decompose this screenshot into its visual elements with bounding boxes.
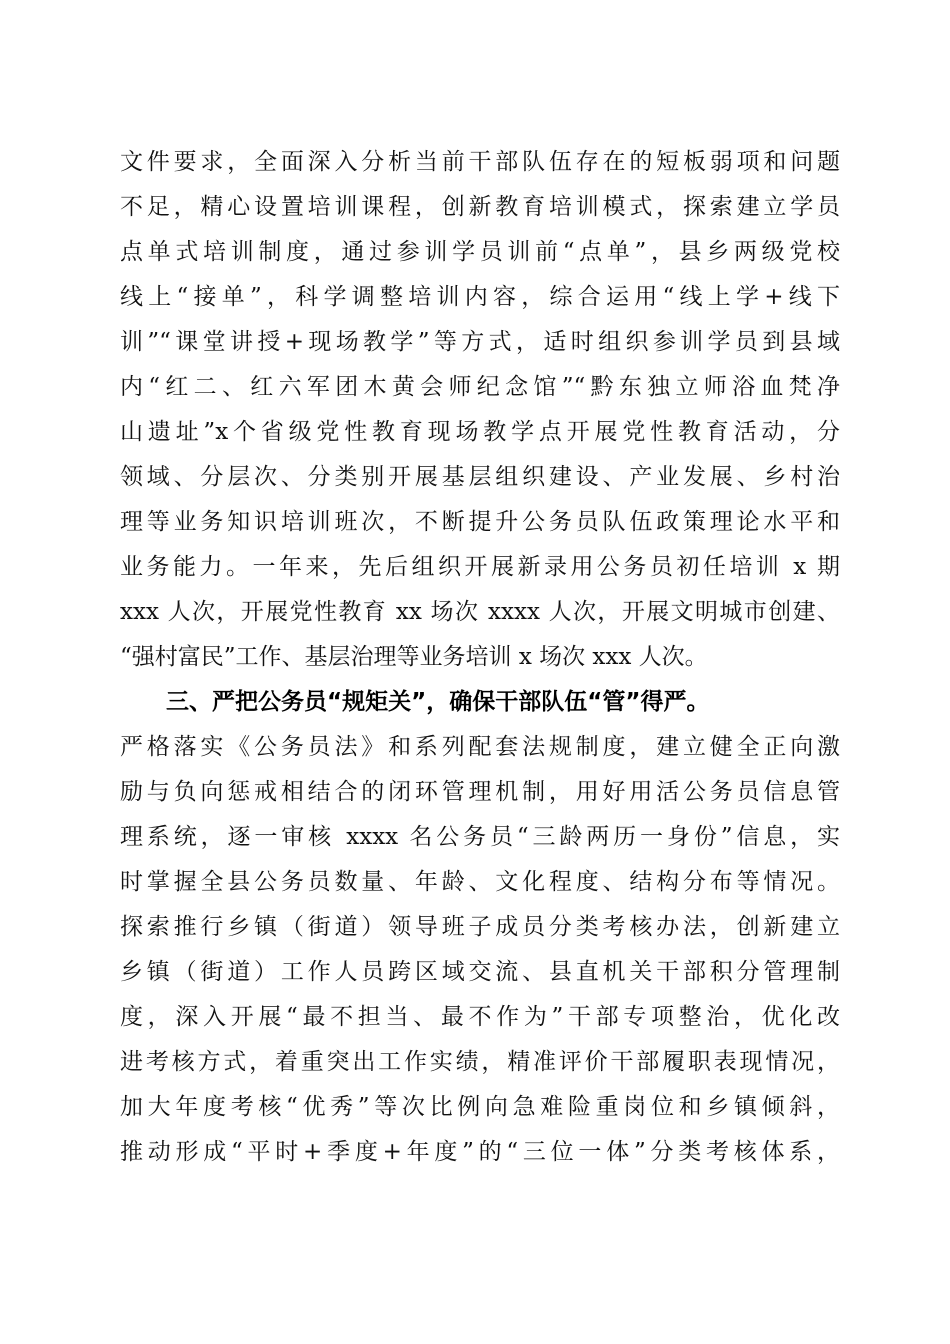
paragraph-1-line: 点单式培训制度，通过参训学员训前“点单”，县乡两级党校 [120,239,840,265]
paragraph-2-line: 探索推行乡镇（街道）领导班子成员分类考核办法，创新建立 [120,914,840,940]
paragraph-1-line: 不足，精心设置培训课程，创新教育培训模式，探索建立学员 [120,194,840,220]
paragraph-2-line: 推动形成“平时+季度+年度”的“三位一体”分类考核体系， [120,1139,840,1165]
paragraph-1-line: 理等业务知识培训班次，不断提升公务员队伍政策理论水平和 [120,509,840,535]
paragraph-1-line: 山遗址”x个省级党性教育现场教学点开展党性教育活动，分 [120,419,840,445]
paragraph-1-line: 内“红二、红六军团木黄会师纪念馆”“黔东独立师浴血梵净 [120,374,840,400]
paragraph-2-line: 理系统，逐一审核 xxxx 名公务员“三龄两历一身份”信息，实 [120,824,840,850]
paragraph-1-line: 文件要求，全面深入分析当前干部队伍存在的短板弱项和问题 [120,149,840,175]
paragraph-2-line: 乡镇（街道）工作人员跨区域交流、县直机关干部积分管理制 [120,959,840,985]
paragraph-1-line: 领域、分层次、分类别开展基层组织建设、产业发展、乡村治 [120,464,840,490]
paragraph-2-line: 加大年度考核“优秀”等次比例向急难险重岗位和乡镇倾斜， [120,1094,840,1120]
document-body [120,140,840,1175]
paragraph-1-line: “强村富民”工作、基层治理等业务培训 x 场次 xxx 人次。 [120,644,708,670]
paragraph-1-line: 训”“课堂讲授+现场教学”等方式，适时组织参训学员到县域 [120,329,840,355]
paragraph-2-line: 进考核方式，着重突出工作实绩，精准评价干部履职表现情况， [120,1049,840,1075]
paragraph-1-line: xxx 人次，开展党性教育 xx 场次 xxxx 人次，开展文明城市创建、 [120,599,840,625]
paragraph-1-line: 业务能力。一年来，先后组织开展新录用公务员初任培训 x 期 [120,554,840,580]
paragraph-2-line: 时掌握全县公务员数量、年龄、文化程度、结构分布等情况。 [120,869,840,895]
paragraph-2-line: 励与负向惩戒相结合的闭环管理机制，用好用活公务员信息管 [120,779,840,805]
section-heading-3: 三、严把公务员“规矩关”，确保干部队伍“管”得严。 [166,689,710,715]
paragraph-2-line: 严格落实《公务员法》和系列配套法规制度，建立健全正向激 [120,734,840,760]
paragraph-1-line: 线上“接单”，科学调整培训内容，综合运用“线上学+线下 [120,284,840,310]
paragraph-2-line: 度，深入开展“最不担当、最不作为”干部专项整治，优化改 [120,1004,840,1030]
